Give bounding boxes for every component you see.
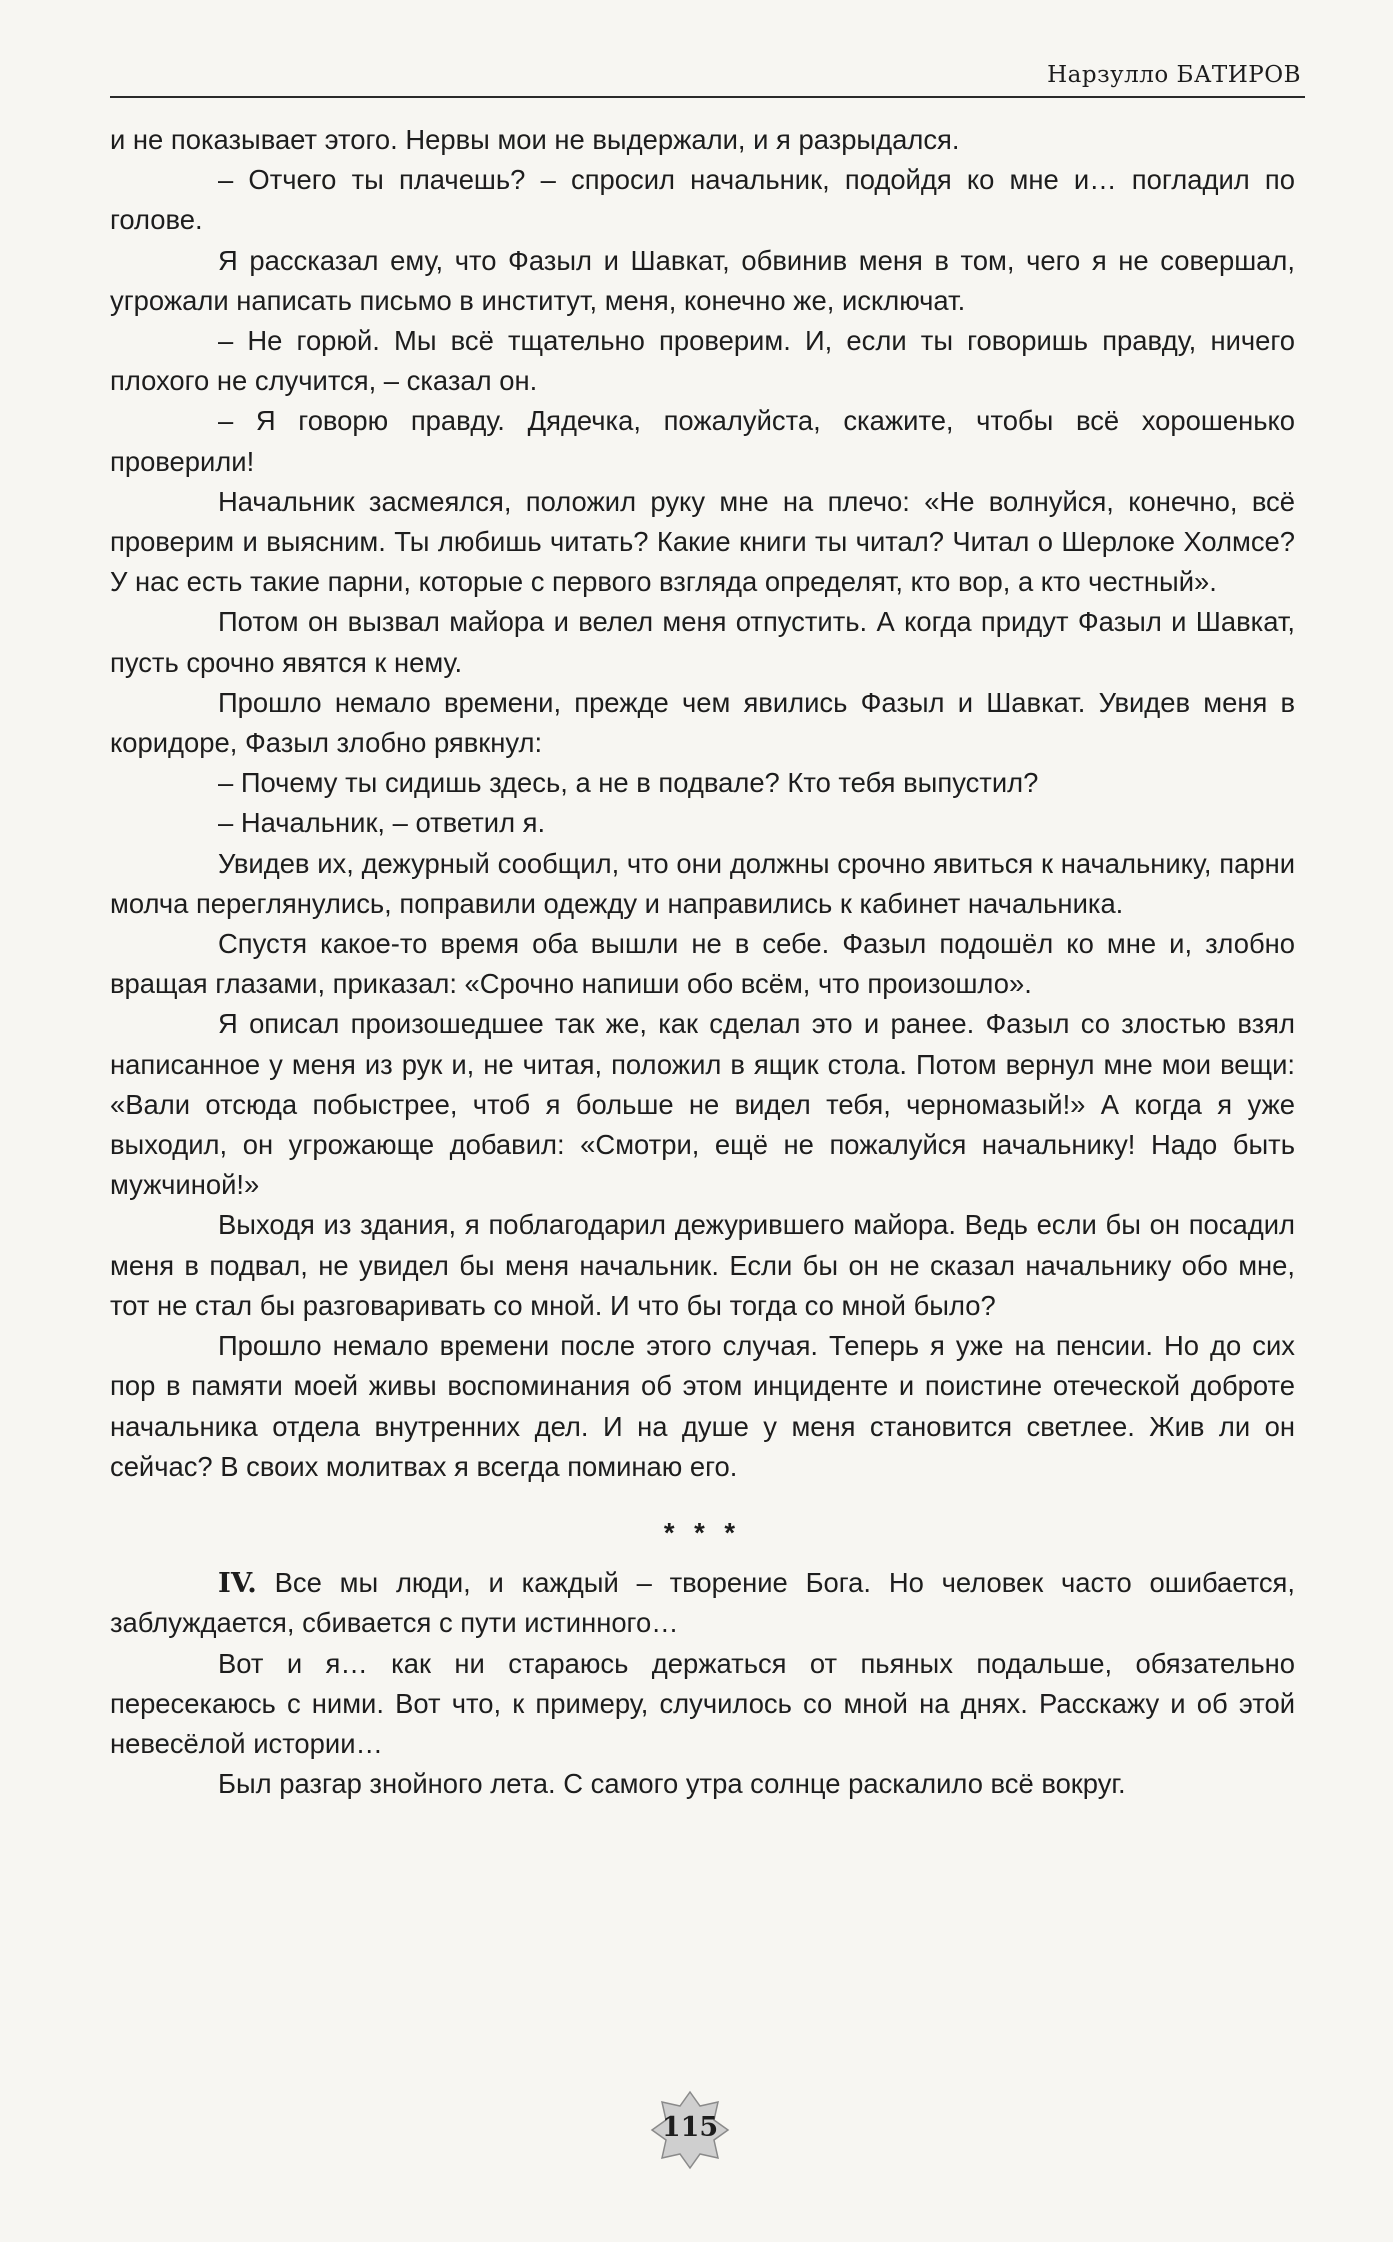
paragraph: – Не горюй. Мы всё тщательно проверим. И, если ты говоришь правду, ничего плохого не случится, – сказал он. xyxy=(110,325,1295,397)
page-body xyxy=(110,120,1295,1804)
paragraph: Прошло немало времени после этого случая. Теперь я уже на пенсии. Но до сих пор в памяти моей живы воспоминания об этом инциденте и поистине отеческой доброте начальника отдела внутренних дел. И на душе у меня становится светлее. Жив ли он сейчас? В своих молитвах я всегда поминаю его. xyxy=(110,1330,1295,1482)
paragraph: – Я говорю правду. Дядечка, пожалуйста, скажите, чтобы всё хорошенько проверили! xyxy=(110,405,1295,477)
paragraph: Начальник засмеялся, положил руку мне на плечо: «Не волнуйся, конечно, всё проверим и выясним. Ты любишь читать? Какие книги ты читал? Читал о Шерлоке Холмсе? У нас есть такие парни, которые с первого взгляда определят, кто вор, а кто честный». xyxy=(110,485,1295,598)
paragraph: Прошло немало времени, прежде чем явились Фазыл и Шавкат. Увидев меня в коридоре, Фазыл злобно рявкнул: xyxy=(110,686,1295,759)
paragraph: Я рассказал ему, что Фазыл и Шавкат, обвинив меня в том, чего я не совершал, угрожали написать письмо в институт, меня, конечно же, исключат. xyxy=(110,244,1295,316)
paragraph: Спустя какое-то время оба вышли не в себе. Фазыл подошёл ко мне и, злобно вращая глазами, приказал: «Срочно напиши обо всём, что произошло». xyxy=(110,928,1295,1000)
paragraph: Я описал произошедшее так же, как сделал это и ранее. Фазыл со злостью взял написанное у меня из рук и, не читая, положил в ящик стола. Потом вернул мне мои вещи: «Вали отсюда побыстрее, чтоб я больше не видел тебя, черномазый!» А когда я уже выходил, он угрожающе добавил: «Смотри, ещё не пожалуйся начальнику! Надо быть мужчиной!» xyxy=(110,1008,1295,1201)
paragraph: и не показывает этого. Нервы мои не выдержали, и я разрыдался. xyxy=(110,124,960,155)
paragraph: Потом он вызвал майора и велел меня отпустить. А когда придут Фазыл и Шавкат, пусть срочно явятся к нему. xyxy=(110,606,1295,678)
running-header: Нарзулло БАТИРОВ xyxy=(1047,62,1301,88)
paragraph: – Почему ты сидишь здесь, а не в подвале? Кто тебя выпустил? xyxy=(218,767,1039,799)
section-separator: * * * xyxy=(663,1516,742,1548)
paragraph: Выходя из здания, я поблагодарил дежурившего майора. Ведь если бы он посадил меня в подвал, не увидел бы меня начальник. Если бы он не сказал начальнику обо мне, тот не стал бы разговаривать со мной. И что бы тогда со мной было? xyxy=(110,1209,1295,1321)
section-first-paragraph xyxy=(110,1563,1295,1643)
header-rule xyxy=(110,96,1305,98)
paragraph: – Отчего ты плачешь? – спросил начальник, подойдя ко мне и… погладил по голове. xyxy=(110,164,1295,236)
section-numeral: IV. xyxy=(218,1567,257,1600)
paragraph: Вот и я… как ни стараюсь держаться от пьяных подальше, обязательно пересекаюсь с ними. Вот что, к примеру, случилось со мной на днях. Расскажу и об этой невесёлой истории… xyxy=(110,1647,1295,1759)
section-first-text: Все мы люди, и каждый – творение Бога. Но человек часто ошибается, заблуждается, сбивается с пути истинного… xyxy=(110,1567,1295,1639)
page-number-badge xyxy=(650,2090,730,2170)
paragraph: Увидев их, дежурный сообщил, что они должны срочно явиться к начальнику, парни молча переглянулись, поправили одежду и направились к кабинет начальника. xyxy=(110,847,1295,919)
paragraph: – Начальник, – ответил я. xyxy=(218,807,546,839)
page-number: 115 xyxy=(661,2112,719,2143)
paragraph: Был разгар знойного лета. С самого утра солнце раскалило всё вокруг. xyxy=(218,1768,1126,1800)
